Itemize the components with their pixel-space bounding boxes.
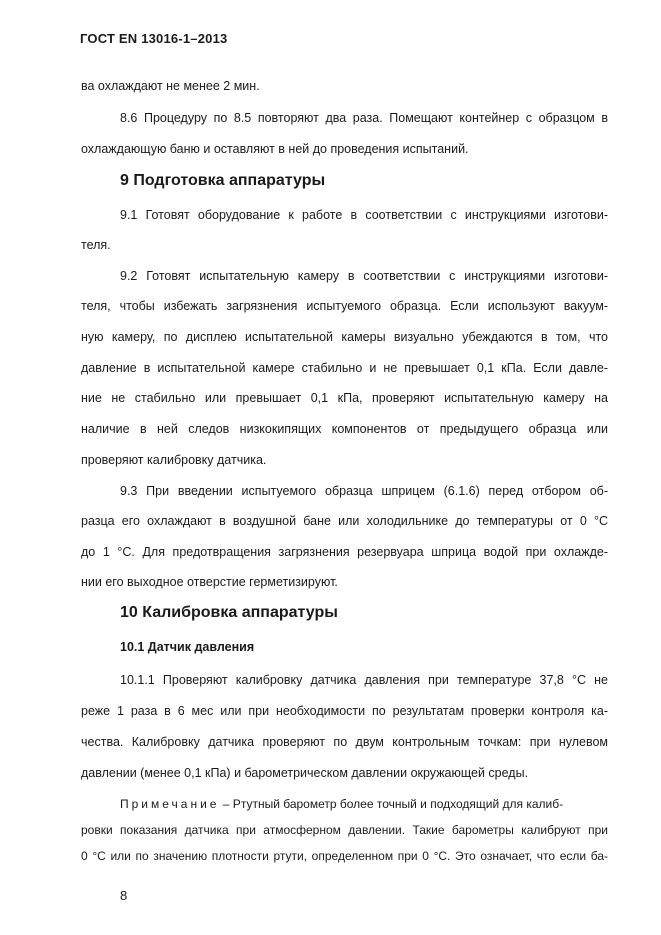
note-line: 0 °С или по значению плотности ртути, определенном при 0 °С. Это означает, что если ба-	[81, 849, 608, 863]
text-line: ную камеру, по дисплею испытательной камеры визуально убеждаются в том, что	[81, 330, 608, 344]
text-line: 9.3 При введении испытуемого образца шприцем (6.1.6) перед отбором об-	[120, 484, 608, 498]
text-line: наличие в ней следов низкокипящих компонентов от предыдущего образца или	[81, 422, 608, 436]
text-line: давление в испытательной камере стабильно и не превышает 0,1 кПа. Если давле-	[81, 361, 608, 375]
text-line: теля.	[81, 238, 111, 252]
subsection-heading-10-1: 10.1 Датчик давления	[120, 640, 255, 654]
text-line: до 1 °С. Для предотвращения загрязнения резервуара шприца водой при охлажде-	[81, 545, 608, 559]
text-line: нии его выходное отверстие герметизируют.	[81, 575, 338, 589]
text-line: 8.6 Процедуру по 8.5 повторяют два раза. Помещают контейнер с образцом в	[120, 111, 608, 125]
text-line: 9.1 Готовят оборудование к работе в соответствии с инструкциями изготови-	[120, 208, 608, 222]
section-heading-9: 9 Подготовка аппаратуры	[120, 172, 326, 189]
note-text: – Ртутный барометр более точный и подходящий для калиб-	[219, 797, 564, 811]
text-line: реже 1 раза в 6 мес или при необходимости по результатам проверки контроля ка-	[81, 704, 608, 718]
text-line: 9.2 Готовят испытательную камеру в соответствии с инструкциями изготови-	[120, 269, 608, 283]
text-line: ние не стабильно или превышает 0,1 кПа, проверяют испытательную камеру на	[81, 391, 608, 405]
text-line: чества. Калибровку датчика проверяют по двум контрольным точкам: при нулевом	[81, 735, 608, 749]
text-line: ва охлаждают не менее 2 мин.	[81, 79, 260, 93]
text-line: давлении (менее 0,1 кПа) и барометрическом давлении окружающей среды.	[81, 766, 529, 780]
note-line	[120, 796, 563, 812]
text-line: 10.1.1 Проверяют калибровку датчика давления при температуре 37,8 °С не	[120, 673, 608, 687]
text-line: охлаждающую баню и оставляют в ней до проведения испытаний.	[81, 142, 469, 156]
page-number: 8	[120, 888, 128, 903]
note-line: ровки показания датчика при атмосферном давлении. Такие барометры калибруют при	[81, 823, 608, 837]
text-line: разца его охлаждают в воздушной бане или холодильнике до температуры от 0 °С	[81, 514, 608, 528]
section-heading-10: 10 Калибровка аппаратуры	[120, 604, 338, 621]
text-line: проверяют калибровку датчика.	[81, 453, 267, 467]
text-line: теля, чтобы избежать загрязнения испытуемого образца. Если используют вакуум-	[81, 299, 608, 313]
note-label: Примечание	[120, 797, 220, 811]
document-header: ГОСТ EN 13016-1–2013	[80, 31, 228, 46]
